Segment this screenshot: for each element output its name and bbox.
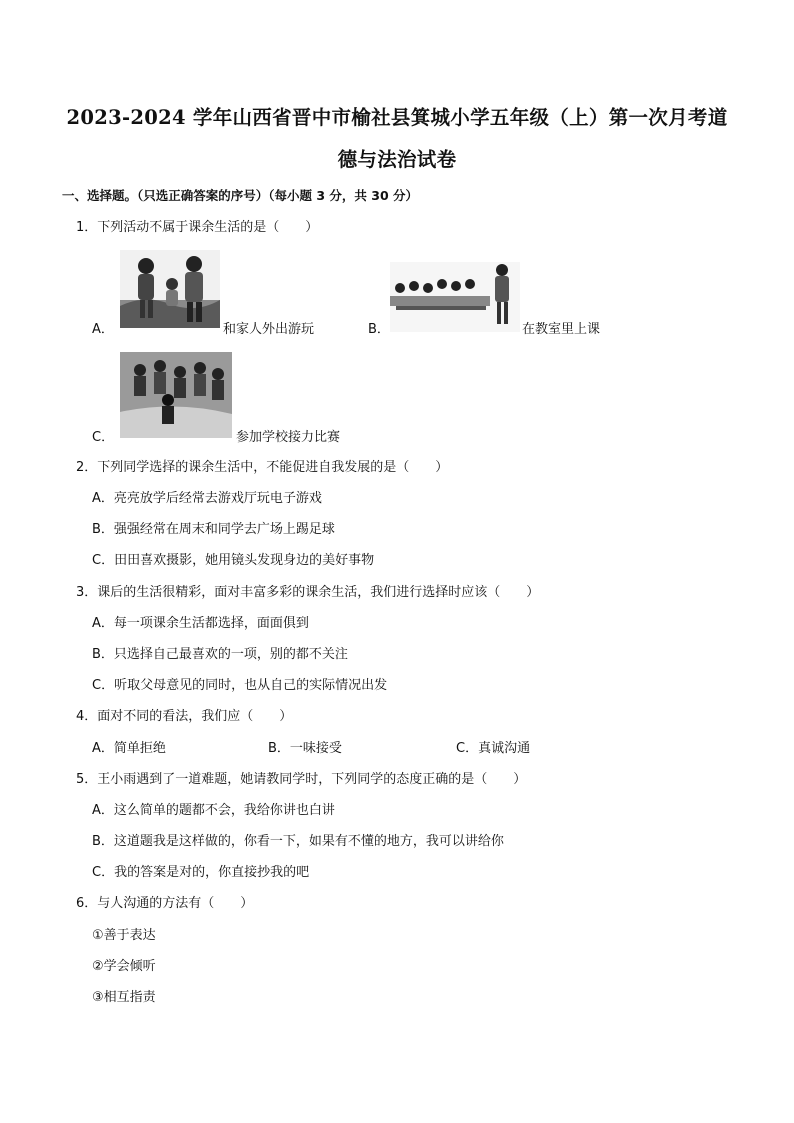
question-4-stem: 4．面对不同的看法，我们应（ ） [76, 709, 293, 724]
question-1-option-a-label: A． [92, 322, 114, 337]
question-1-stem: 1．下列活动不属于课余生活的是（ ） [76, 220, 319, 235]
exam-title-line-2: 德与法治试卷 [337, 148, 457, 171]
question-2-option-b: B．强强经常在周末和同学去广场上踢足球 [92, 522, 335, 537]
question-6-item-1: ①善于表达 [92, 928, 156, 943]
question-1-option-c-text: 参加学校接力比赛 [236, 430, 341, 445]
question-5-option-b: B．这道题我是这样做的，你看一下，如果有不懂的地方，我可以讲给你 [92, 834, 504, 849]
question-1-option-c-label: C． [92, 430, 115, 445]
exam-title-line-1: 2023-2024 学年山西省晋中市榆社县箕城小学五年级（上）第一次月考道 [66, 106, 728, 129]
classroom-illustration [390, 262, 520, 332]
question-6-item-2: ②学会倾听 [92, 959, 156, 974]
question-4-option-b: B．一味接受 [268, 741, 342, 756]
question-5-option-a: A．这么简单的题都不会，我给你讲也白讲 [92, 803, 335, 818]
family-outing-illustration [120, 250, 220, 328]
question-4-option-c: C．真诚沟通 [456, 741, 531, 756]
question-5-stem: 5．王小雨遇到了一道难题，她请教同学时，下列同学的态度正确的是（ ） [76, 772, 527, 787]
question-2-option-c: C．田田喜欢摄影，她用镜头发现身边的美好事物 [92, 553, 375, 568]
question-3-option-c: C．听取父母意见的同时，也从自己的实际情况出发 [92, 678, 388, 693]
question-1-option-a-text: 和家人外出游玩 [223, 322, 315, 337]
section-heading: 一、选择题。（只选正确答案的序号）（每小题 3 分，共 30 分） [62, 188, 419, 203]
question-5-option-c: C．我的答案是对的，你直接抄我的吧 [92, 865, 310, 880]
question-6-stem: 6．与人沟通的方法有（ ） [76, 896, 254, 911]
question-4-option-a: A．简单拒绝 [92, 741, 166, 756]
question-1-option-b-label: B． [368, 322, 390, 337]
question-3-option-a: A．每一项课余生活都选择，面面俱到 [92, 616, 309, 631]
relay-race-illustration [120, 352, 232, 438]
question-2-option-a: A．亮亮放学后经常去游戏厅玩电子游戏 [92, 491, 322, 506]
question-3-option-b: B．只选择自己最喜欢的一项，别的都不关注 [92, 647, 348, 662]
question-1-option-b-text: 在教室里上课 [522, 322, 601, 337]
question-6-item-3: ③相互指责 [92, 990, 156, 1005]
question-3-stem: 3．课后的生活很精彩，面对丰富多彩的课余生活，我们进行选择时应该（ ） [76, 585, 540, 600]
question-2-stem: 2．下列同学选择的课余生活中，不能促进自我发展的是（ ） [76, 460, 449, 475]
